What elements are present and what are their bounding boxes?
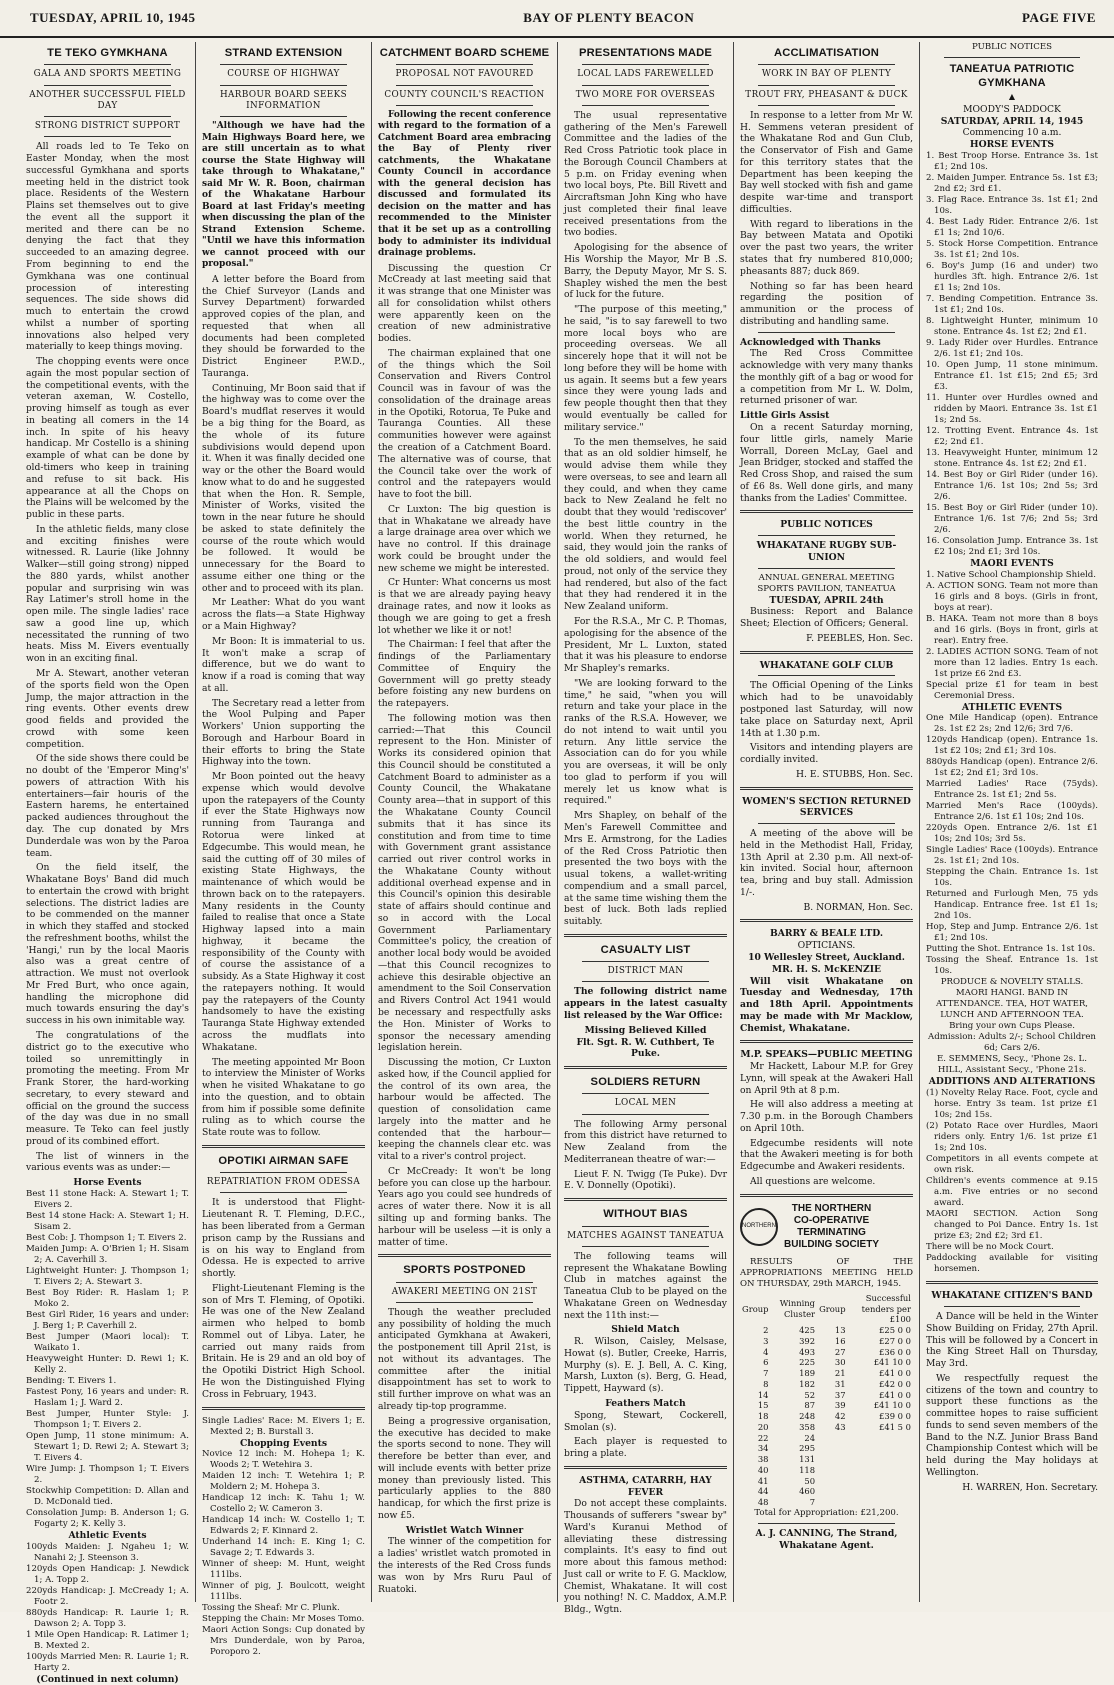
list-item: 12. Trotting Event. Entrance 4s. 1st £2; 2nd £1. [926,425,1098,447]
section-heading: Missing Believed Killed [584,1024,707,1036]
list-item: 120yds Open Handicap: J. Newdick 1; A. Topp 2. [26,1563,189,1585]
paragraph: Flight-Lieutenant Fleming is the son of Mrs T. Fleming, of Opotiki. He was one of the New Zealand airmen who helped to bomb Rommel out of Libya. Later, he carried out many raids from Britain. He is 29 and an old boy of the Opotiki District High School. He won the Distinguished Flying Cross in February, 1943. [202,1282,365,1400]
column-1 [20,42,196,1685]
table-row: 38 131 [757,1454,816,1465]
agent-name: A. J. CANNING, The Strand, Whakatane Agent. [755,1527,898,1551]
list-item: Tossing the Sheaf: Mr C. Plunk. [202,1603,340,1614]
notice-signature: B. NORMAN, Hon. Sec. [803,901,913,913]
list-item: Best Girl Rider, 16 years and under: J. Berg 1; P. Caverhill 2. [26,1309,189,1331]
headline-catchment-board: CATCHMENT BOARD SCHEME [379,47,550,59]
subhead: LOCAL LADS FAREWELLED [577,69,714,80]
table-row: 40 118 [757,1464,816,1475]
cups-note: Bring your own Cups Please. [949,1021,1075,1032]
paragraph: It is understood that Flight-Lieutenant R. T. Fleming, D.F.C., has been liberated from a German prison camp by the Russians and is on his way to England from Odessa. He is expected to arrive shortly. [202,1197,365,1280]
paragraph: Mr A. Stewart, another veteran of the sports field won the Open Jump, the major attraction in the ring events. Other events drew good fields and provided the crowd with some keen competition. [26,668,189,750]
continued-note: (Continued in next column) [36,1673,179,1685]
list-item: Underhand 14 inch: E. King 1; C. Savage 2; T. Edwards 3. [202,1537,365,1559]
subhead: DISTRICT MAN [607,966,684,977]
paragraph: The meeting appointed Mr Boon to interview the Minister of Works when he visited Whakatane to go into the question, and to obtain from him if possible some definite ruling as to which course the State route was to follow. [202,1056,365,1139]
paragraph: Edgecumbe residents will note that the Awakeri meeting is for both Edgecumbe and Awakeri residents. [740,1137,913,1173]
ballot-table [740,1293,913,1508]
subhead: AWAKERI MEETING ON 21ST [391,1286,538,1297]
notice-title: WHAKATANE GOLF CLUB [759,659,894,671]
table-row: 34 295 [757,1443,816,1454]
results-list [26,1189,189,1530]
table-row: 7 189 21 £41 0 0 [763,1368,911,1379]
paragraph: All roads led to Te Teko on Easter Monday, when the most successful Gymkhana and sports meeting held in the district took place. Residents of the Western Plains set themselves out to give the event all the support it merited and there can be no denying the fact that they succeeded to an amazing degree. From beginning to end the Gymkhana was one continual procession of interesting sequences. The side shows did much to entertain the crowd whilst a number of sporting innovations also helped very materially to keep things moving. [26,141,189,353]
list-item: 6. Boy's Jump (16 and under) two hurdles 3ft. high. Entrance 2/6. 1st £1 1s; 2nd 10s. [926,260,1098,293]
appropriation-total: Total for Appropriation: £21,200. [754,1507,899,1518]
list-item: Paddocking available for visiting horsemen. [926,1253,1098,1275]
column-5 [734,42,920,1602]
subhead: LOCAL MEN [614,1098,677,1109]
paragraph: The chopping events were once again the most popular section of the competitional events, with the veteran axeman, W. Costello, proving himself as tough as ever in beating all comers in the 14 inch. In spite of his heavy handicap. Mr Costello is a shining example of what can be done by old-timers who keep in training and refuse to sit back. His appearance at all the Chops on the Plains will be welcomed by the public in these parts. [26,356,189,521]
subhead: TROUT FRY, PHEASANT & DUCK [745,89,908,100]
list-item: Children's events commence at 9.15 a.m. Five entries or no second award. [926,1176,1098,1209]
list-item: Best Boy Rider: R. Haslam 1; P. Moko 2. [26,1287,189,1309]
columns [20,42,1104,1685]
list-item: Lightweight Hunter: J. Thompson 1; T. Eivers 2; A. Stewart 3. [26,1265,189,1287]
headline-without-bias: WITHOUT BIAS [603,1208,688,1221]
list-item: Hop, Step and Jump. Entrance 2/6. 1st £1; 2nd 10s. [926,922,1098,944]
list-item: Bending: T. Eivers 1. [26,1375,117,1386]
paragraph: Cr Hunter: What concerns us most is that we are already paying heavy drainage rates, and now it looks as though we are going to get a fresh lot whether we like it or not! [378,577,551,636]
table-row: 15 87 39 £41 10 0 [757,1400,911,1411]
list-item: Married Ladies' Race (75yds). Entrance 2s. 1st £1; 2nd 5s. [926,779,1098,801]
paragraph: The Secretary read a letter from the Wool Pulping and Paper Workers' Union supporting the Borough and Harbour Board in their efforts to bring the State Highway into the town. [202,697,365,768]
subhead: COUNTY COUNCIL'S REACTION [384,89,545,100]
list-item: 880yds Handicap: R. Laurie 1; R. Dawson 2; A. Topp 3. [26,1607,189,1629]
list-item: 120yds Handicap (open). Entrance 1s. 1st £2 10s; 2nd £1; 3rd 10s. [926,735,1098,757]
list-item: 10. Open Jump, 11 stone minimum. Entrance £1. 1st £15; 2nd £5; 3rd £3. [926,359,1098,392]
section-heading: MAORI EVENTS [970,557,1054,569]
list-item: 13. Heavyweight Hunter, minimum 12 stone. Entrance 4s. 1st £2; 2nd £1. [926,447,1098,469]
section-heading: Shield Match [611,1324,680,1336]
paragraph: Mr Leather: What do you want across the flats—a State Highway or a Main Highway? [202,597,365,632]
headline-taneatua-gymkhana: TANEATUA PATRIOTIC GYMKHANA [949,63,1075,90]
paragraph: Discussing the question Cr McCready at last meeting said that it was strange that one Minister was all for consolidation whilst others were apparently keen on the creation of new administrative bodies. [378,262,551,345]
ad-heading: ASTHMA, CATARRH, HAY FEVER [579,1474,712,1498]
paragraph: Cr Luxton: The big question is that in Whakatane we already have a large drainage area over which we have no control. If this drainage work could be brought under the new scheme we might be interested. [378,503,551,574]
events-list [926,1088,1098,1275]
list-item: 8. Lightweight Hunter, minimum 10 stone. Entrance 4s. 1st £2; 2nd £1. [926,315,1098,337]
list-item: Special prize £1 for team in best Ceremonial Dress. [926,679,1098,701]
subhead: ANOTHER SUCCESSFUL FIELD DAY [29,89,186,111]
list-item: Wire Jump: J. Thompson 1; T. Eivers 2. [26,1463,189,1485]
triangle-ornament-icon: ▲ [1008,91,1016,101]
paragraph: Apologising for the absence of His Worship the Mayor, Mr B .S. Barry, the Deputy Mayor, Mr S. S. Shapley wished the men the best of luck for the future. [564,242,727,301]
list-item: Maiden 12 inch: T. Wetehira 1; P. Moldern 2; M. Hohepa 3. [202,1471,365,1493]
list-item: Handicap 12 inch: K. Tahu 1; W. Costello 2; W. Cameron 3. [202,1493,365,1515]
list-item: 220yds Open. Entrance 2/6. 1st £1 10s; 2nd 10s; 3rd 5s. [926,823,1098,845]
admission: Admission: Adults 2/-; School Children 6d; Cars 2/6. [928,1032,1096,1054]
paragraph: R. Wilson, Caisley, Melsase, Howat (s). Butler, Creeke, Harris, Murphy (s). E. J. Bell, A. C. King, Marsh, Luxton (s). Berg, G. Head, Tippett, Hayward (s). [564,1336,727,1395]
list-item: Married Men's Race (100yds). Entrance 2/6. 1st £1 10s; 2nd 10s. [926,801,1098,823]
table-row: 4 493 27 £36 0 0 [763,1346,911,1357]
paragraph: The Official Opening of the Links which had to be unavoidably postponed last Saturday, will now take place on Saturday next, April 14th at 1.30 p.m. [740,680,913,739]
list-item: Stepping the Chain. Entrance 1s. 1st 10s. [926,867,1098,889]
list-item: Consolation Jump: B. Anderson 1; G. Fogarty 2; K. Kelly 3. [26,1507,189,1529]
paragraph: On a recent Saturday morning, four little girls, namely Marie Worrall, Doreen McLay, Gael and Jean Bridger, stocked and staffed the Red Cross Shop, and raised the sum of £6 8s. Well done girls, and many thanks from the Ladies' Committee. [740,421,913,504]
subhead: WORK IN BAY OF PLENTY [761,69,892,80]
paragraph: A Dance will be held in the Winter Show Building on Friday, 27th April. This will be followed by a Concert in the King Street Hall on Thursday, May 3rd. [926,1311,1098,1370]
venue: MOODY'S PADDOCK [963,103,1061,115]
paragraph: For the R.S.A., Mr C. P. Thomas, apologising for the absence of the President, Mr L. Luxton, stated that it was his pleasure to endorse Mr Shapley's remarks. [564,615,727,675]
table-row: 14 52 37 £41 0 0 [757,1389,911,1400]
subhead: GALA AND SPORTS MEETING [33,69,182,80]
notice-title: WOMEN'S SECTION RETURNED SERVICES [742,795,911,819]
paragraph: Though the weather precluded any possibility of holding the much anticipated Gymkhana at Awakeri, the postponement till April 21st, is not without its advantages. The committee after the initial disappointment has set to work to still further improve on what was an already tip-top programme. [378,1306,551,1413]
results-list [202,1416,365,1438]
paragraph: To the men themselves, he said that as an old soldier himself, he would advise them while they were overseas, to see and learn all they could, and when they came back to New Zealand he felt no doubt that they would 'rediscover' the best little country in the world. When they returned, he said, they would join the ranks of the old soldiers, and would feel proud, not only of the service they had rendered, but also of the fact that they had rendered it in the New Zealand uniform. [564,436,727,613]
list-item: Handicap 14 inch: W. Costello 1; T. Edwards 2; F. Kinnard 2. [202,1515,365,1537]
section-heading: Athletic Events [68,1529,147,1541]
paragraph: The winner of the competition for a ladies' wristlet watch promoted in the interests of the Red Cross funds was won by Mrs Ruru Paul of Ruatoki. [378,1536,551,1595]
event-date: SATURDAY, APRIL 14, 1945 [940,115,1084,127]
headline-te-teko: TE TEKO GYMKHANA [47,47,168,59]
paragraph: The Chairman: I feel that after the findings of the Parliamentary Committee of Enquiry the Government will go pretty steady before foisting any new burdens on the ratepayers. [378,639,551,710]
masthead-paper-name: BAY OF PLENTY BEACON [523,10,695,25]
table-header-row: Group Winning Cluster Group Successful tenders per £100 [742,1292,911,1325]
list-item: One Mile Handicap (open). Entrance 2s. 1st £2 2s; 2nd 12/6; 3rd 7/6. [926,713,1098,735]
events-list [926,570,1098,702]
paragraph: Mr Boon pointed out the heavy expense which would devolve upon the ratepayers of the County if ever the State Highways now running from Tauranga and Rotorua were linked at Edgecumbe. This would mean, he said the cutting off of 30 miles of existing State Highways, the maintenance of which would be thrown back on to the ratepayers. Many residents in the County failed to realise that once a State Highway lapsed into a main highway, it became the responsibility of the County with of course the assistance of a subsidy. As a State Highway it cost the ratepayers nothing. It would pay the ratepayers of the County handsomely to have the existing Tauranga State Highway extended across the mudflats into Whakatane. [202,771,365,1053]
list-item: Tossing the Sheaf. Entrance 1s. 1st 10s. [926,955,1098,977]
section-heading: PUBLIC NOTICES [971,42,1053,52]
table-row: 3 392 16 £27 0 0 [763,1335,911,1346]
events-list [926,713,1098,977]
table-row: 2 425 13 £25 0 0 [763,1325,911,1336]
results-list [202,1449,365,1658]
list-item: A. ACTION SONG. Team not more than 16 girls and 8 boys. (Girls in front, boys at rear). [926,580,1098,613]
subhead: STRONG DISTRICT SUPPORT [34,121,181,132]
list-item: 16. Consolation Jump. Entrance 3s. 1st £2 10s; 2nd £1; 3rd 10s. [926,535,1098,557]
list-item: Winner of pig, J. Boulcott, weight 111lbs. [202,1581,365,1603]
list-item: There will be no Mock Court. [926,1242,1054,1253]
list-item: (1) Novelty Relay Race. Foot, cycle and horse. Entry 3s team. 1st prize £1 10s; 2nd 15s. [926,1088,1098,1121]
list-item: 1 Mile Open Handicap: R. Latimer 1; B. Mexted 2. [26,1629,189,1651]
list-item: 5. Stock Horse Competition. Entrance 3s. 1st £1; 2nd 10s. [926,238,1098,260]
paragraph: Of the side shows there could be no doubt of the 'Emperor Ming's' powers of attraction With his entertainers—fair houris of the Eastern harems, he entertained packed audiences throughout the day. The cup donated by Mrs Dunderdale was won by the Paroa team. [26,753,189,859]
lead-paragraph: "Although we have had the Main Highways Board here, we are still uncertain as to what course the State Highway will take through to Whakatane," said Mr W. R. Boon, chairman of the Whakatane Harbour Board at last Friday's meeting when discussing the plan of the Strand Extension Scheme. "Until we have this information we cannot proceed with our proposal." [202,121,365,270]
list-item: Putting the Shot. Entrance 1s. 1st 10s. [926,944,1096,955]
paragraph: A meeting of the above will be held in the Methodist Hall, Friday, 13th April at 2.30 p.m. All next-of-kin invited. Social hour, afternoon tea, bring and buy stall. Admission 1/-. [740,828,913,898]
table-row: 6 225 30 £41 10 0 [763,1357,911,1368]
paragraph: He will also address a meeting at 7.30 p.m. in the Borough Chambers on April 10th. [740,1099,913,1134]
list-item: Open Jump, 11 stone minimum: A. Stewart 1; D. Rewi 2; A. Stewart 3; T. Eivers 4. [26,1430,189,1463]
paragraph: The following teams will represent the Whakatane Bowling Club in matches against the Taneatua Club to be played on the Whakatane Green on Wednesday next the 11th inst:— [564,1250,727,1321]
notice-title: BARRY & BEALE LTD. [769,928,884,940]
paragraph: The following motion was then carried:—That this Council represent to the Hon. Minister of Works its considered opinion that this Council should be constituted a Catchment Board to administer as a County Council, the Whakatane County area—that in support of this the Whakatane County Council submits that it has since its constitution and from time to time with Government grant assistance carried out river control works in the Whakatane County without additional overhead expense and in this Council's opinion this desirable state of affairs should continue and so in accord with the Local Government Parliamentary Committee's policy, the creation of another local body would be avoided—that this Council recognizes to achieve this desirable objective an amendment to the Soil Conservation and Rivers Control Act 1941 would be necessary and respectfully asks the Hon. Minister of Works to sponsor the necessary amending legislation herein. [378,712,551,1054]
list-item: 880yds Handicap (open). Entrance 2/6. 1st £2; 2nd £1; 3rd 10s. [926,757,1098,779]
paragraph: Visitors and intending players are cordially invited. [740,742,913,766]
notice-line: ANNUAL GENERAL MEETING SPORTS PAVILION, TANEATUA [757,572,896,594]
list-item: Maori Action Songs: Cup donated by Mrs Dunderdale, won by Paroa, Poroporo 2. [202,1625,365,1658]
list-item: Fastest Pony, 16 years and under: R. Haslam 1; J. Ward 2. [26,1386,189,1408]
column-6 [920,42,1104,1602]
secretaries: E. SEMMENS, Secy., 'Phone 2s. L. HILL, Assistant Secy., 'Phone 21s. [936,1054,1087,1076]
list-item: (2) Potato Race over Hurdles, Maori riders only. Entry 1/6. 1st prize £1 1s; 2nd 10s. [926,1121,1098,1154]
paragraph: The congratulations of the district go to the executive who toiled so unremittingly in promoting the meeting. From Mr Frank Storer, the hard-working secretary, to every steward and official on the ground the success of the day was due in no small measure. Te Teko can feel justly proud of its combined effort. [26,1029,189,1147]
subhead: MATCHES AGAINST TANEATUA [567,1230,724,1241]
list-item: 7. Bending Competition. Entrance 3s. 1st £1; 2nd 10s. [926,293,1098,315]
list-item: MAORI SECTION. Action Song changed to Poi Dance. Entry 1s. 1st prize £3; 2nd £2; 3rd £1. [926,1209,1098,1242]
paragraph: "We are looking forward to the time," he said, "when you will return and take your place in the ranks of the R.S.A. However, we do not intend to wait until you return. Any little service the Association can do for you while you are overseas, it will be only too glad to perform if you will merely let us know what is required." [564,677,727,807]
paragraph: "The purpose of this meeting," he said, "is to say farewell to two more local boys who are proceeding overseas. We all sincerely hope that it will not be long before they will be home with us again. It seems but a few years since they were young lads and few people thought then that they would eventually be called for military service." [564,304,727,433]
paragraph: On the field itself, the Whakatane Boys' Band did much to entertain the crowd with bright selections. The district ladies are to be commended on the manner in which they staffed and stocked the refreshment booths, whilst the 'Hangi,' run by the local Maoris also was a great centre of attraction. We must not overlook Mr Fred Burt, who once again, handling the microphone did much towards ensuring the day's success in his own inimitable way. [26,862,189,1027]
list-item: Stepping the Chain: Mr Moses Tomo. [202,1614,365,1625]
list-item: Competitors in all events compete at own risk. [926,1154,1098,1176]
notice-line: TUESDAY, APRIL 24th [769,594,884,606]
headline-presentations: PRESENTATIONS MADE [578,47,713,59]
section-heading: Acknowledged with Thanks [740,336,881,348]
stalls-note: PRODUCE & NOVELTY STALLS. MAORI HANGI. BAND IN ATTENDANCE. TEA, HOT WATER, LUNCH AND AFTERNOON TEA. [935,977,1089,1021]
list-item: Heavyweight Hunter: D. Rewi 1; K. Kelly 2. [26,1353,189,1375]
notice-signature: F. PEEBLES, Hon. Sec. [806,632,913,644]
paragraph: The chairman explained that one of the things which the Soil Conservation and Rivers Control Council was in favour of was the consolidation of the drainage areas in the Opotiki, Rotorua, Te Puke and Tauranga Counties. All these communities however were against the creation of a Catchment Board. The alternative was of course, that the Council take over the work of control and the ratepayers would have to foot the bill. [378,347,551,501]
column-4 [558,42,734,1616]
list-item: Single Ladies' Race (100yds). Entrance 2s. 1st £1; 2nd 10s. [926,845,1098,867]
list-item: 100yds Maiden: J. Ngaheu 1; W. Nanahi 2; J. Steenson 3. [26,1541,189,1563]
masthead [0,0,1114,38]
paragraph: Each player is requested to bring a plate. [564,1436,727,1460]
paragraph: The list of winners in the various events was as under:— [26,1150,189,1174]
subhead: COURSE OF HIGHWAY [227,69,340,80]
list-item: 3. Flag Race. Entrance 3s. 1st £1; 2nd 10s. [926,194,1098,216]
notice-signature: H. E. STUBBS, Hon. Sec. [796,768,913,780]
society-name: THE NORTHERN CO-OPERATIVE TERMINATING BUILDING SOCIETY [784,1202,880,1250]
notice-title: WHAKATANE RUGBY SUB-UNION [756,540,897,563]
section-heading: Feathers Match [605,1398,686,1409]
list-item: Best 14 stone Hack: A. Stewart 1; H. Sisam 2. [26,1210,189,1232]
table-row: 18 248 42 £39 0 0 [757,1411,911,1422]
paragraph: The usual representative gathering of the Men's Farewell Committee and the ladies of the Red Cross Patriotic took place in the Borough Council Chambers at 5 p.m. on Friday evening when two local boys, Pte. Bill Rivett and Aircraftsman John King who have just completed their final leave received presentations from the two bodies. [564,109,727,239]
paragraph: The Red Cross Committee acknowledge with very many thanks the monthly gift of a bag or wood for a competition from Mr L. W. Dolm, returned prisoner of war. [740,348,913,407]
paragraph: Discussing the motion, Cr Luxton asked how, if the Council applied for the control of its own area, the harbour would be affected. The question of consolidation came largely into the matter and he contended that the harbour—keeping the channels clear etc. was vital to a river's control project. [378,1057,551,1163]
section-heading: Chopping Events [239,1437,328,1449]
list-item: 14. Best Boy or Girl Rider (under 16). Entrance 1/6. 1st 10s; 2nd 5s; 3rd 2/6. [926,469,1098,502]
subhead: HARBOUR BOARD SEEKS INFORMATION [219,89,348,111]
paragraph: All questions are welcome. [750,1176,876,1188]
notice-line: 10 Wellesley Street, Auckland. [748,952,905,963]
paragraph: Nothing so far has been heard regarding the position of ammunition or the process of distributing and handling same. [740,280,913,327]
list-item: Returned and Furlough Men, 75 yds Handicap. Entrance free. 1st £1 1s; 2nd 10s. [926,889,1098,922]
list-item: 2. LADIES ACTION SONG. Team of not more than 12 ladies. Entry 1s each. 1st prize £6 2nd £3. [926,646,1098,679]
society-logo: NORTHERN [740,1208,778,1246]
section-heading: Little Girls Assist [740,410,830,422]
notice-line: MR. H. S. McKENZIE [771,963,882,975]
headline-acclimatisation: ACCLIMATISATION [773,47,880,59]
subhead: REPATRIATION FROM ODESSA [206,1177,361,1188]
notice-title: M.P. SPEAKS—PUBLIC MEETING [740,1049,913,1061]
paragraph: We respectfully request the citizens of the town and country to support these functions as the committee hopes to raise sufficient funds to send seven members of the Band to the N.Z. Junior Brass Band Championship Contest which will be held during the May holidays at Wellington. [926,1372,1098,1478]
paragraph: The following district name appears in the latest casualty list released by the War Office: [564,986,727,1021]
table-row: 44 460 [757,1486,816,1497]
paragraph: A letter before the Board from the Chief Surveyor (Lands and Survey Department) forwarded approved copies of the plan, and requested that when all documents had been completed they should be forwarded to the District Engineer P.W.D., Tauranga. [202,273,365,379]
section-heading: HORSE EVENTS [969,139,1055,151]
paragraph: With regard to liberations in the Bay between Matata and Opotiki over the past two years, the writer states that fry numbered 810,000; pheasants 887; duck 869. [740,218,913,277]
section-heading: Wristlet Watch Winner [405,1524,524,1536]
headline-casualty-list: CASUALTY LIST [600,943,691,956]
list-item: 15. Best Boy or Girl Rider (under 10). Entrance 1/6. 1st 7/6; 2nd 5s; 3rd 2/6. [926,502,1098,535]
list-item: Best Jumper, Hunter Style: J. Thompson 1; T. Eivers 2. [26,1408,189,1430]
list-item: 4. Best Lady Rider. Entrance 2/6. 1st £1 1s; 2nd 10/6. [926,216,1098,238]
table-row: 41 50 [757,1475,816,1486]
list-item: Novice 12 inch: M. Hohepa 1; K. Woods 2; T. Wetehira 3. [202,1449,365,1471]
casualty-name: Flt. Sgt. R. W. Cuthbert, Te Puke. [576,1036,715,1060]
section-heading: ATHLETIC EVENTS [961,701,1063,713]
masthead-date: TUESDAY, APRIL 10, 1945 [30,10,196,25]
paragraph: Mrs Shapley, on behalf of the Men's Farewell Committee and Mrs E. Armstrong, for the Ladies of the Red Cross Patriotic then presented the two boys with the usual tokens, a wallet-writing compendium and a small parcel, at the same time wishing them the best of luck. Both lads replied suitably. [564,810,727,928]
list-item: 9. Lady Rider over Hurdles. Entrance 2/6. 1st £1; 2nd 10s. [926,337,1098,359]
subhead: PROPOSAL NOT FAVOURED [395,69,534,80]
paragraph: In response to a letter from Mr W. H. Semmens veteran president of the Whakatane Rod and Gun Club, the Conservator of Fish and Game for this territory states that the Department has been keeping the Bay well stocked with fish and game despite war-time and transport difficulties. [740,109,913,215]
notice-signature: H. WARREN, Hon. Secretary. [962,1481,1098,1493]
headline-opotiki-airman: OPOTIKI AIRMAN SAFE [218,1154,349,1167]
list-item: 1. Native School Championship Shield. [926,569,1097,580]
paragraph: The following Army personal from this district have returned to New Zealand from the Mediterranean theatre of war:— [564,1118,727,1165]
table-row: 22 24 [757,1432,816,1443]
list-item: Best 11 stone Hack: A. Stewart 1; T. Eivers 2. [26,1188,189,1210]
list-item: 100yds Married Men: R. Laurie 1; R. Harty 2. [26,1651,189,1673]
paragraph: Lieut F. N. Twigg (Te Puke). Dvr E. V. Donnelly (Opotiki). [564,1168,727,1192]
table-row: 8 182 31 £42 0 0 [763,1378,911,1389]
masthead-page-number: PAGE FIVE [1022,10,1096,25]
list-item: Winner of sheep: M. Hunt, weight 111lbs. [202,1559,365,1581]
results-list [26,1542,189,1674]
paragraph: Mr Boon: It is immaterial to us. It won't make a scrap of difference, but we do want to know if a road is coming that way at all. [202,635,365,694]
advertisement-text: Do not accept these complaints. Thousands of sufferers "swear by" Ward's Kuranui Method of alleviating these distressing complaints. It's easy to find out more about this famous method: Just call or write to F. G. Macklow, Chemist, Whakatane. It will cost you nothing! N. C. Maddox, A.M.P. Bldg., Wgtn. [564,1498,727,1616]
table-row: 48 7 [757,1497,816,1508]
list-item: Maiden Jump: A. O'Brien 1; H. Sisam 2; A. Caverhill 3. [26,1243,189,1265]
list-item: 2. Maiden Jumper. Entrance 5s. 1st £3; 2nd £2; 3rd £1. [926,172,1098,194]
section-heading: PUBLIC NOTICES [780,519,873,531]
notice-title: WHAKATANE CITIZEN'S BAND [931,1290,1093,1302]
notice-line: OPTICIANS. [797,940,856,952]
headline-sports-postponed: SPORTS POSTPONED [403,1264,526,1277]
list-item: Stockwhip Competition: D. Allan and D. McDonald tied. [26,1485,189,1507]
paragraph: Will visit Whakatane on Tuesday and Wednesday, 17th and 18th April. Appointments may be made with Mr Macklow, Chemist, Whakatane. [740,975,913,1034]
list-item: Single Ladies' Race: M. Eivers 1; E. Mexted 2; B. Burstall 3. [202,1415,365,1437]
paragraph: Cr McCready: It won't be long before you can close up the harbour. Years ago you could see hundreds of acres of water there. Now it is all silting up and forming banks. The harbour will be useless —it is only a matter of time. [378,1165,551,1248]
table-row: 20 358 43 £41 5 0 [757,1421,911,1432]
events-list [926,151,1098,558]
paragraph: Mr Hackett, Labour M.P. for Grey Lynn, will speak at the Awakeri Hall on April 9th at 8 p.m. [740,1061,913,1096]
building-society-ad [740,1203,913,1251]
paragraph: RESULTS OF THE APPROPRIATIONS MEETING HELD ON THURSDAY, 29th MARCH, 1945. [740,1256,913,1289]
subhead: TWO MORE FOR OVERSEAS [575,89,716,100]
event-start: Commencing 10 a.m. [962,127,1062,139]
paragraph: Being a progressive organisation, the executive has decided to make the sports second to none. They will therefore be better than ever, and will include events with better prize money than previously listed. This particularly applies to the 880 handicap, for which the first prize is now £5. [378,1415,551,1521]
paragraph: Continuing, Mr Boon said that if the highway was to come over the Board's mudflat reserves it would be a big thing for the Board, as the whole of its future subdivisions would depend upon it. When it was finally decided one way or the other the Board would know what to do and he suggested that when the Hon. R. Semple, Minister of Works, visited the town in the near future he should be asked to state definitely the course of the route which would be followed. It would be unnecessary for the Board to assume either one thing or the other and to proceed with its plan. [202,382,365,594]
list-item: 1. Best Troop Horse. Entrance 3s. 1st £1; 2nd 10s. [926,150,1098,172]
list-item: B. HAKA. Team not more than 8 boys and 16 girls. (Boys in front, girls at rear). Entry free. [926,613,1098,646]
list-item: Best Cob: J. Thompson 1; T. Eivers 2. [26,1232,187,1243]
headline-strand-extension: STRAND EXTENSION [224,47,343,59]
list-item: Best Jumper (Maori local): T. Waikato 1. [26,1331,189,1353]
section-heading: ADDITIONS AND ALTERATIONS [928,1076,1096,1088]
column-3 [372,42,558,1602]
paragraph: Business: Report and Balance Sheet; Election of Officers; General. [740,606,913,630]
lead-paragraph: Following the recent conference with regard to the formation of a Catchment Board area embracing the Bay of Plenty river catchments, the Whakatane County Council in accordance with the general decision has discussed and formulated its decision on the matter and has recommended to the Minister that it be set up as a controlling body to administer its individual drainage problems. [378,109,551,259]
section-heading: Horse Events [73,1177,142,1189]
list-item: 220yds Handicap: J. McCready 1; A. Footr 2. [26,1585,189,1607]
column-2 [196,42,372,1658]
list-item: 11. Hunter over Hurdles owned and ridden by Maori. Entrance 3s. 1st £1 1s; 2nd 5s. [926,392,1098,425]
paragraph: Spong, Stewart, Cockerell, Smolan (s). [564,1409,727,1433]
headline-soldiers-return: SOLDIERS RETURN [590,1076,701,1089]
paragraph: In the athletic fields, many close and exciting finishes were witnessed. R. Laurie (like Johnny Walker—still going strong) nipped the 880 yards, whilst another popular and surprising win was Ray Latimer's stroll home in the open mile. The single ladies' race saw a good line up, which necessitated the running of two heats. Miss M. Eivers eventually won in an exciting final. [26,523,189,665]
